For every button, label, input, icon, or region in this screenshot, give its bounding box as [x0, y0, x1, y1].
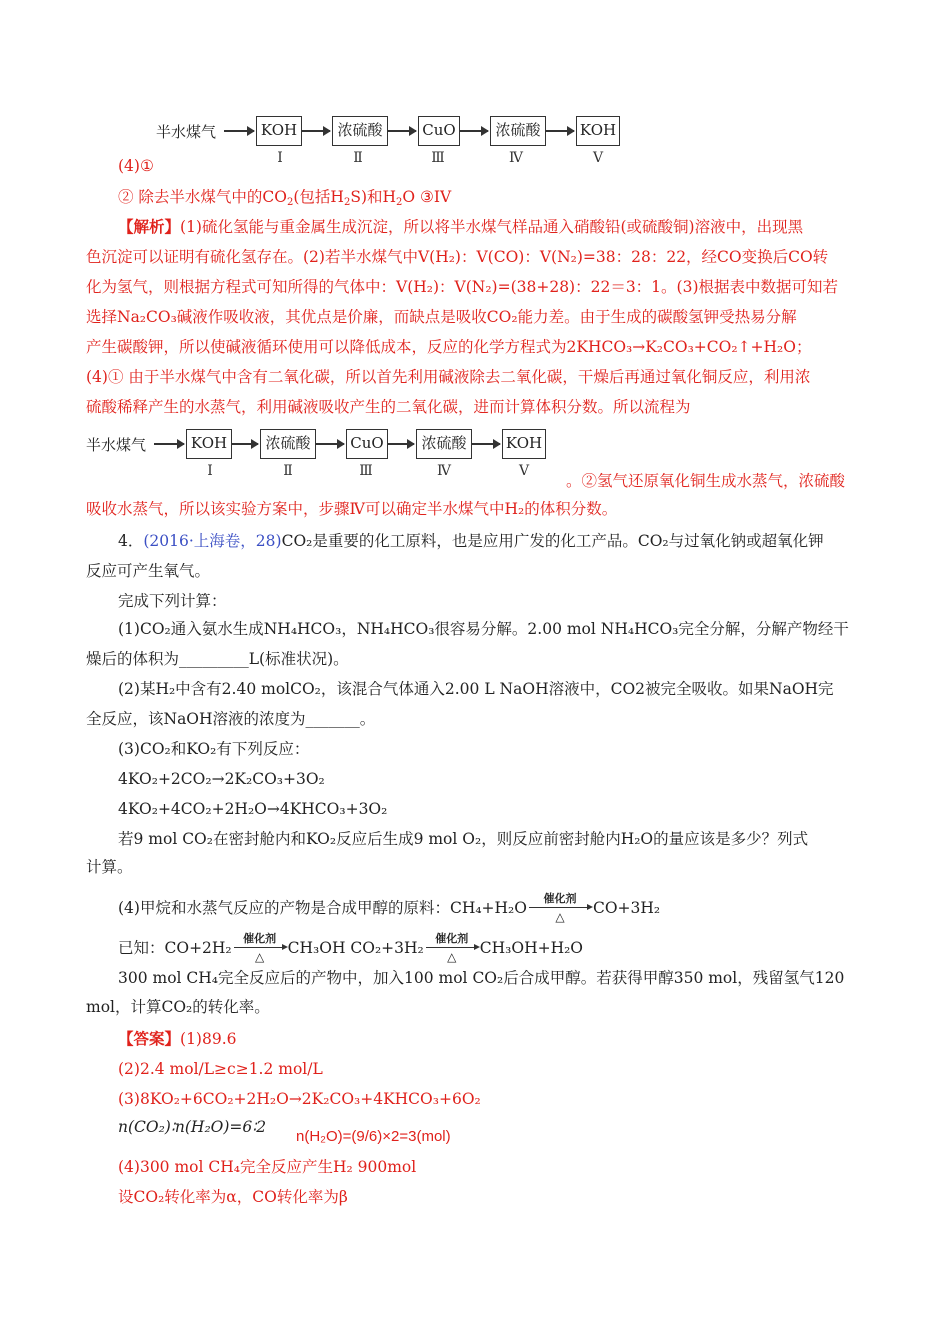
analysis-line-5: 产生碳酸钾，所以使碱液循环使用可以降低成本，反应的化学方程式为2KHCO₃→K₂CO₃+CO₂↑+H₂O；	[86, 338, 812, 356]
answer-line-4: (4)300 mol CH₄完全反应产生H₂ 900mol	[118, 1158, 417, 1176]
analysis-line-7: 硫酸稀释产生的水蒸气，利用碱液吸收产生的二氧化碳，进而计算体积分数。所以流程为	[86, 398, 691, 416]
equation-2: 4KO₂+4CO₂+2H₂O→4KHCO₃+3O₂	[118, 800, 388, 818]
analysis-line-6: (4)① 由于半水煤气中含有二氧化碳，所以首先利用碱液除去二氧化碳，干燥后再通过氧化铜反应，利用浓	[86, 368, 811, 386]
step-label: Ⅲ	[359, 463, 373, 479]
step-label: Ⅳ	[437, 463, 451, 479]
question-4-part4-c: mol，计算CO₂的转化率。	[86, 998, 270, 1016]
analysis-line-8: 。②氢气还原氧化铜生成水蒸气，浓硫酸	[566, 472, 846, 490]
question-4-part2-b: 全反应，该NaOH溶液的浓度为_______。	[86, 710, 376, 728]
question-4-part1-b: 燥后的体积为_________L(标准状况)。	[86, 650, 349, 668]
step-label: Ⅱ	[353, 150, 363, 166]
known-equations: 已知：CO+2H₂ 催化剂 △ CH₃OH CO₂+3H₂ 催化剂 △ CH₃OH+H₂O	[118, 932, 584, 964]
question-4-part1: (1)CO₂通入氨水生成NH₄HCO₃，NH₄HCO₃很容易分解。2.00 mol NH₄HCO₃完全分解，分解产物经干	[118, 620, 849, 638]
question-4-task: 完成下列计算：	[118, 592, 227, 610]
flow-box-h2so4-2: 浓硫酸	[490, 116, 546, 146]
question-source-link: (2016·上海卷，28)	[143, 532, 282, 550]
flow-arrow	[460, 130, 488, 132]
answer-calc: n(H₂O)=(9/6)×2=3(mol)	[296, 1128, 451, 1145]
flow-arrow	[302, 130, 330, 132]
answer-line-2: (2)2.4 mol/L≥c≥1.2 mol/L	[118, 1060, 323, 1078]
flow-box-cuo: CuO	[346, 429, 388, 459]
equation-1: 4KO₂+2CO₂→2K₂CO₃+3O₂	[118, 770, 325, 788]
flow-arrow	[546, 130, 574, 132]
flow-start-label: 半水煤气	[156, 123, 217, 141]
flow-box-cuo: CuO	[418, 116, 460, 146]
step-label: Ⅱ	[283, 463, 293, 479]
answer-4-1: (4)①	[118, 157, 154, 175]
analysis-tag: 【解析】	[118, 217, 181, 236]
catalyst-arrow: 催化剂 △	[424, 937, 480, 959]
question-4-part3-q: 若9 mol CO₂在密封舱内和KO₂反应后生成9 mol O₂，则反应前密封舱内H₂O的量应该是多少？列式	[118, 830, 809, 848]
flow-box-h2so4-1: 浓硫酸	[260, 429, 316, 459]
answer-line-1: 【答案】(1)89.6	[118, 1029, 237, 1048]
question-4-part3: (3)CO₂和KO₂有下列反应：	[118, 740, 310, 758]
answer-4-2: ② 除去半水煤气中的$CO_2$(包括$H_2S$)和$H_2O$ ③IV	[118, 188, 452, 208]
flow-arrow	[388, 443, 414, 445]
flow-box-koh-1: KOH	[256, 116, 302, 146]
question-4-part4: (4)甲烷和水蒸气反应的产物是合成甲醇的原料：CH₄+H₂O 催化剂 △ CO+3H₂	[118, 892, 661, 924]
flow-arrow	[388, 130, 416, 132]
analysis-line-1: 【解析】(1)硫化氢能与重金属生成沉淀，所以将半水煤气样品通入硝酸铅(或硫酸铜)溶液中，出现黑	[118, 217, 804, 236]
step-label: Ⅴ	[518, 463, 530, 479]
answer-line-5: 设CO₂转化率为α，CO转化率为β	[118, 1188, 348, 1206]
step-label: Ⅳ	[509, 150, 523, 166]
flow-arrow	[472, 443, 500, 445]
analysis-line-9: 吸收水蒸气，所以该实验方案中，步骤Ⅳ可以确定半水煤气中H₂的体积分数。	[86, 500, 618, 518]
flow-box-h2so4-1: 浓硫酸	[332, 116, 388, 146]
flow-arrow	[224, 130, 254, 132]
flow-box-koh-2: KOH	[576, 116, 620, 146]
flow-arrow	[154, 443, 184, 445]
flow-arrow	[232, 443, 258, 445]
question-4-part3-q-b: 计算。	[86, 858, 133, 876]
step-label: Ⅲ	[431, 150, 445, 166]
flow-diagram-analysis	[84, 427, 564, 497]
analysis-line-2: 色沉淀可以证明有硫化氢存在。(2)若半水煤气中V(H₂)：V(CO)：V(N₂)=38：28：22，经CO变换后CO转	[86, 248, 829, 266]
catalyst-arrow: 催化剂 △	[527, 897, 593, 919]
answer-ratio: n(CO₂)∶n(H₂O)=6∶2	[118, 1118, 267, 1136]
analysis-line-3: 化为氢气，则根据方程式可知所得的气体中：V(H₂)：V(N₂)=(38+28)：22＝3：1。(3)根据表中数据可知若	[86, 278, 839, 296]
answer-tag: 【答案】	[118, 1029, 181, 1048]
step-label: Ⅰ	[207, 463, 213, 479]
step-label: Ⅰ	[277, 150, 283, 166]
flow-arrow	[316, 443, 344, 445]
step-label: Ⅴ	[592, 150, 604, 166]
flow-start-label: 半水煤气	[86, 436, 147, 454]
question-4-part4-b: 300 mol CH₄完全反应后的产物中，加入100 mol CO₂后合成甲醇。若获得甲醇350 mol，残留氢气120	[118, 969, 845, 987]
answer-line-3: (3)8KO₂+6CO₂+2H₂O→2K₂CO₃+4KHCO₃+6O₂	[118, 1090, 481, 1108]
flow-box-h2so4-2: 浓硫酸	[416, 429, 472, 459]
flow-box-koh-2: KOH	[502, 429, 546, 459]
question-4-intro-2: 反应可产生氧气。	[86, 562, 211, 580]
analysis-line-4: 选择Na₂CO₃碱液作吸收液，其优点是价廉，而缺点是吸收CO₂能力差。由于生成的碳酸氢钾受热易分解	[86, 308, 797, 326]
question-4-part2: (2)某H₂中含有2.40 molCO₂，该混合气体通入2.00 L NaOH溶液中，CO2被完全吸收。如果NaOH完	[118, 680, 834, 698]
flow-box-koh-1: KOH	[186, 429, 232, 459]
catalyst-arrow: 催化剂 △	[232, 937, 288, 959]
question-4-intro: 4．(2016·上海卷，28)CO₂是重要的化工原料，也是应用广发的化工产品。CO₂与过氧化钠或超氧化钾	[118, 532, 824, 550]
